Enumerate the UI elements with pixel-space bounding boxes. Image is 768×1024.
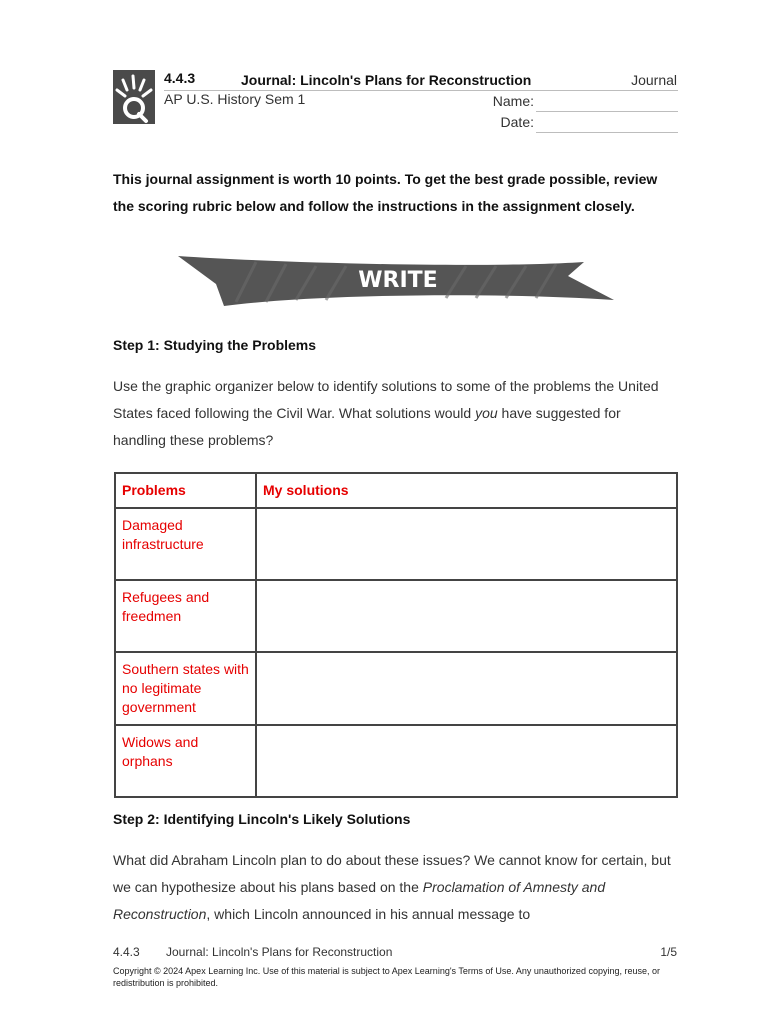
intro-text: This journal assignment is worth 10 points. To get the best grade possible, review the scoring rubric below and follow the instructions in the assignment closely. (113, 171, 658, 214)
step1-text-a: Use the graphic organizer below to identify solutions to some of the problems the United States faced following the Civil War. What solutions would (113, 378, 659, 421)
graphic-organizer-table (114, 472, 678, 798)
footer-title: Journal: Lincoln's Plans for Reconstruction (166, 945, 393, 959)
footer-lesson-number: 4.4.3 (113, 945, 140, 959)
page-title: Journal: Lincoln's Plans for Reconstruction (241, 72, 532, 88)
problem-cell: Southern states with no legitimate government (115, 652, 256, 725)
doc-type-label: Journal (631, 72, 677, 88)
table-row (115, 652, 677, 725)
step2-heading: Step 2: Identifying Lincoln's Likely Solutions (113, 811, 411, 827)
date-field[interactable] (536, 132, 678, 133)
course-name: AP U.S. History Sem 1 (164, 91, 306, 107)
page-number: 1/5 (660, 945, 677, 959)
date-label: Date: (500, 114, 534, 130)
lesson-number: 4.4.3 (164, 70, 196, 86)
copyright-notice: Copyright © 2024 Apex Learning Inc. Use of this material is subject to Apex Learning's Terms of Use. Any unauthorized copying, reuse, or redistribution is prohibited. (113, 966, 660, 988)
step2-text-em: Proclamation of Amnesty and Reconstruction (113, 879, 606, 922)
problem-cell: Refugees and freedmen (115, 580, 256, 652)
solution-cell[interactable] (256, 508, 677, 580)
solutions-header: My solutions (256, 473, 677, 508)
problem-cell: Damaged infrastructure (115, 508, 256, 580)
step1-text-b: have suggested for handling these problems? (113, 405, 621, 448)
header-divider (164, 90, 678, 91)
table-row (115, 508, 677, 580)
table-row (115, 580, 677, 652)
name-label: Name: (492, 93, 534, 109)
step2-text-b: , which Lincoln announced in his annual message to (206, 906, 531, 922)
write-banner (176, 254, 616, 308)
problems-header: Problems (115, 473, 256, 508)
step2-paragraph (113, 847, 673, 928)
table-row (115, 725, 677, 797)
step1-paragraph (113, 373, 673, 454)
solution-cell[interactable] (256, 580, 677, 652)
name-field[interactable] (536, 111, 678, 112)
solution-cell[interactable] (256, 652, 677, 725)
problem-cell: Widows and orphans (115, 725, 256, 797)
step2-text-a: What did Abraham Lincoln plan to do about these issues? We cannot know for certain, but we can hypothesize about his plans based on the (113, 852, 671, 895)
banner-text: WRITE (358, 268, 438, 293)
step1-text-em: you (475, 405, 498, 421)
step1-heading: Step 1: Studying the Problems (113, 337, 317, 353)
solution-cell[interactable] (256, 725, 677, 797)
apex-logo-icon (113, 70, 155, 124)
